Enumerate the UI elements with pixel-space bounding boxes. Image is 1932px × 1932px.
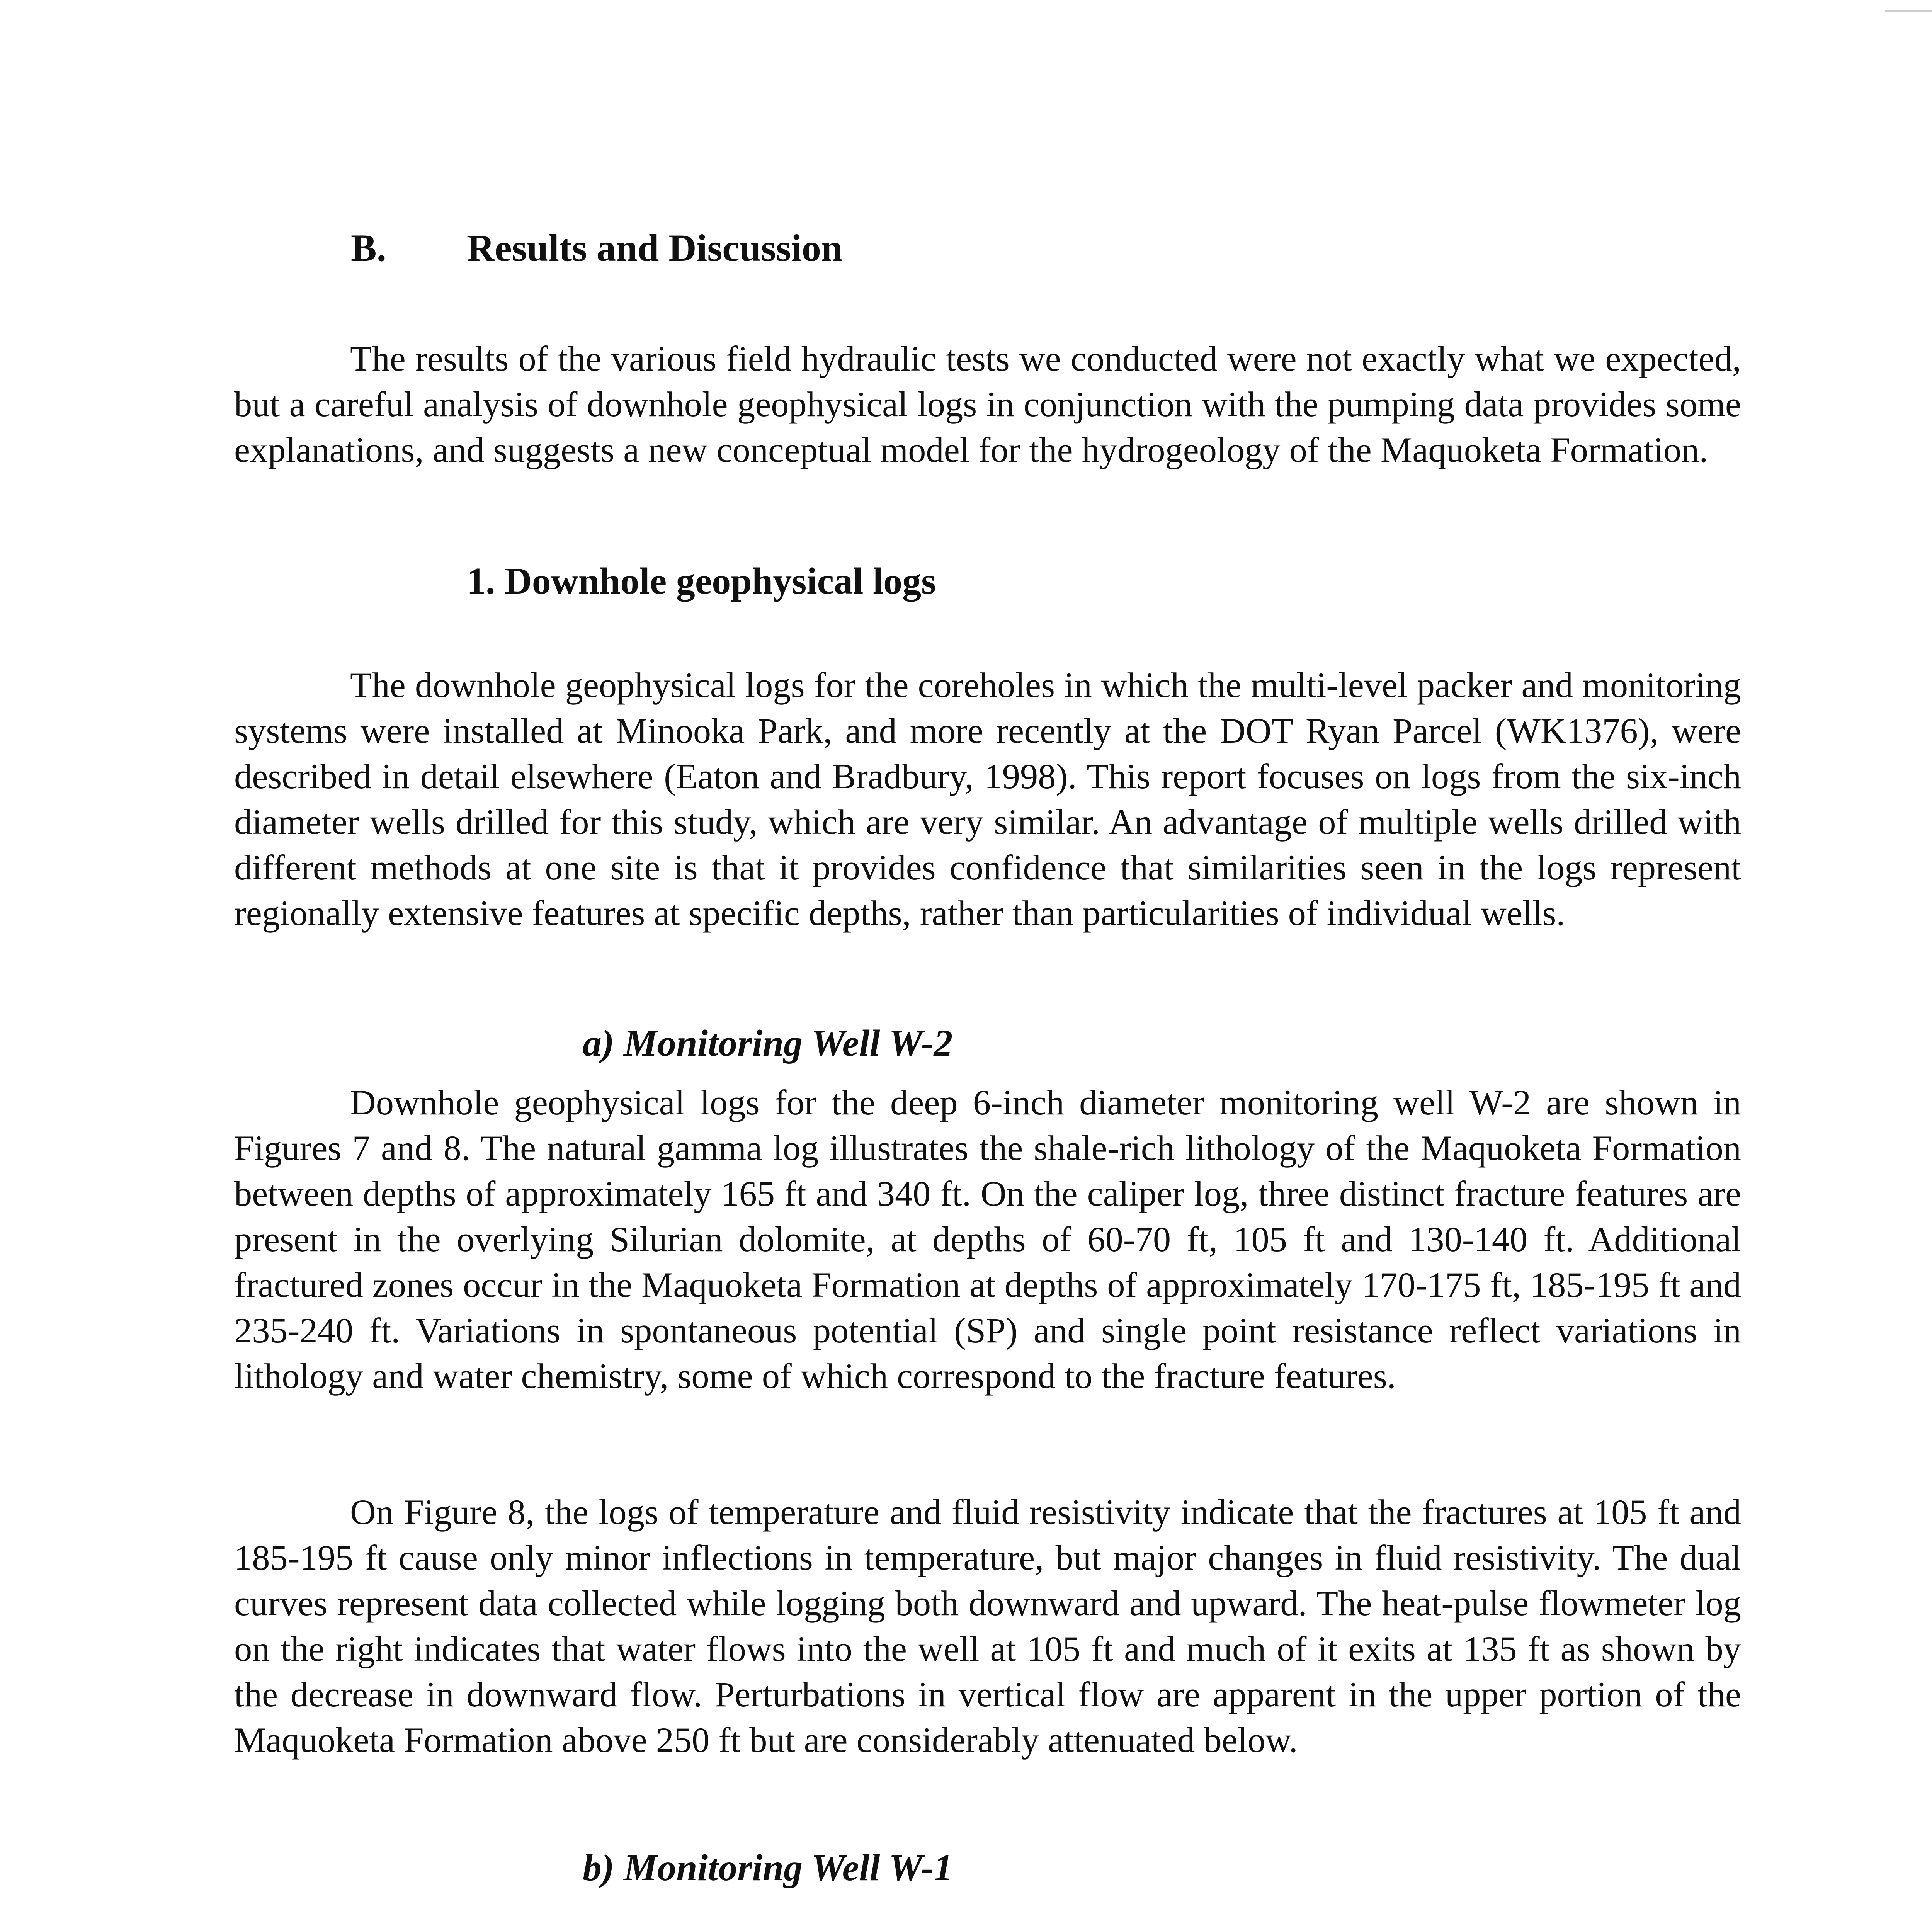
intro-paragraph: The results of the various field hydraulic tests we conducted were not exactly what we expected, but a careful analysis of downhole geophysical logs in conjunction with the pumping data provides some explanations, and suggests a new conceptual model for the hydrogeology of the Maquoketa Formation. (234, 339, 1741, 470)
subsection-a-heading: a) Monitoring Well W-2 (583, 1022, 953, 1064)
section-heading (351, 225, 843, 271)
subsection-a-paragraph-2: On Figure 8, the logs of temperature and fluid resistivity indicate that the fractures at 105 ft and 185-195 ft cause only minor inflections in temperature, but major changes in fluid resistivity. The dual curves represent data collected while logging both downward and upward. The heat-pulse flowmeter log on the right indicates that water flows into the well at 105 ft and much of it exits at 135 ft as shown by the decrease in downward flow. Perturbations in vertical flow are apparent in the upper portion of the Maquoketa Formation above 250 ft but are considerably attenuated below. (234, 1493, 1741, 1760)
section-title: Results and Discussion (467, 226, 843, 269)
subsection-b-heading: b) Monitoring Well W-1 (583, 1847, 953, 1889)
subsection-1-heading: 1. Downhole geophysical logs (467, 560, 936, 602)
subsection-a-paragraph-1: Downhole geophysical logs for the deep 6-inch diameter monitoring well W-2 are shown in Figures 7 and 8. The natural gamma log illustrates the shale-rich lithology of the Maquoketa Formation between depths of approximately 165 ft and 340 ft. On the caliper log, three distinct fracture features are present in the overlying Silurian dolomite, at depths of 60-70 ft, 105 ft and 130-140 ft. Additional fractured zones occur in the Maquoketa Formation at depths of approximately 170-175 ft, 185-195 ft and 235-240 ft. Variations in spontaneous potential (SP) and single point resistance reflect variations in lithology and water chemistry, some of which correspond to the fracture features. (234, 1083, 1741, 1396)
page-top-line (1885, 10, 1932, 12)
section-label: B. (351, 226, 386, 269)
subsection-1-paragraph: The downhole geophysical logs for the coreholes in which the multi-level packer and monitoring systems were installed at Minooka Park, and more recently at the DOT Ryan Parcel (WK1376), were described in detail elsewhere (Eaton and Bradbury, 1998). This report focuses on logs from the six-inch diameter wells drilled for this study, which are very similar. An advantage of multiple wells drilled with different methods at one site is that it provides confidence that similarities seen in the logs represent regionally extensive features at specific depths, rather than particularities of individual wells. (234, 666, 1741, 933)
